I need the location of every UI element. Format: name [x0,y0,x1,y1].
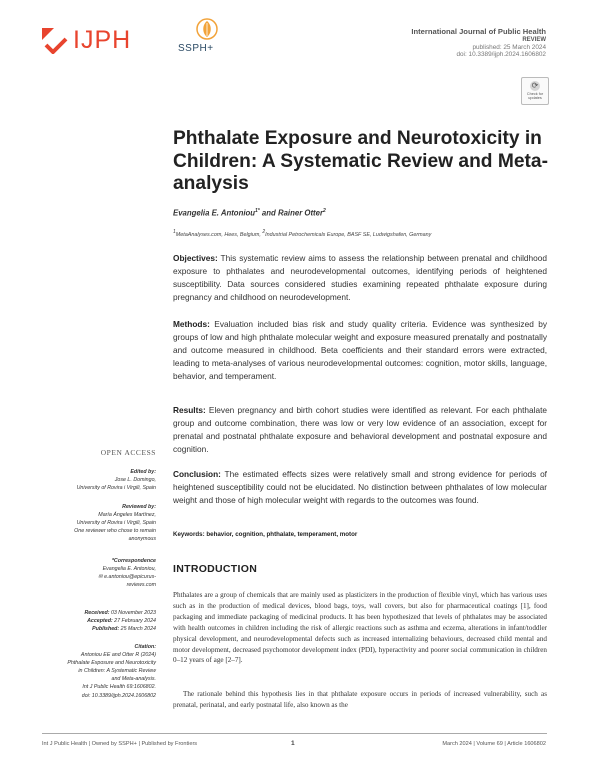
correspondence-email[interactable] [26,573,156,581]
author-sup: 2 [323,208,326,214]
article-doi: doi: 10.3389/ijph.2024.1606802 [456,51,546,58]
correspondence-name: Evangelia E. Antoniou, [102,566,156,573]
reviewer-anonymous: One reviewer who chose to remain [74,528,156,535]
article-title: Phthalate Exposure and Neurotoxicity in Children: A Systematic Review and Meta-analysis [173,128,548,194]
reviewed-by-block [26,503,156,543]
editor-affiliation: University of Rovira i Virgili, Spain [76,485,156,492]
citation-line: and Meta-analysis. [111,676,156,683]
accepted-date: 27 February 2024 [112,618,156,625]
affiliations [173,229,431,238]
results-text: Eleven pregnancy and birth cohort studies were identified as relevant. For each phthalate group and outcome combination, there was low or very low evidence of an association, except for prenatal and postnatal phthalate exposure and behavioral development and postnatal exposure and cognition. [173,405,547,454]
reviewer-name: María Ángeles Martínez, [98,512,156,519]
received-label: Received: [84,610,110,616]
editor-name: Jose L. Domingo, [114,477,156,484]
edited-by-label: Edited by: [130,469,156,475]
author-join: and [259,208,278,218]
email-text: e.antoniou@epicurus- [104,574,156,581]
citation-block [26,643,156,700]
correspondence-label: *Correspondence [111,558,156,564]
published-sidebar-date: 25 March 2024 [119,626,156,633]
objectives-text: This systematic review aims to assess the relationship between prenatal and childhood exposure to phthalates and neurodevelopmental outcomes, identifying periods of heightened susceptibility. Data sources considered studies examining repeated phthalate exposure during pregnancy and childhood on neurodevelopment. [173,253,547,302]
author-name: Rainer Otter [277,208,324,218]
abstract-methods [173,318,547,383]
page-number: 1 [291,740,295,747]
received-date: 03 November 2023 [109,610,156,616]
citation-line: Antoniou EE and Otter R (2024) [80,652,156,659]
ssph-logo-text: SSPH+ [178,43,214,54]
citation-line: Phthalate Exposure and Neurotoxicity [67,660,156,667]
keywords-label: Keywords: [173,531,205,538]
article-type: REVIEW [522,37,546,43]
dates-block [26,609,156,633]
ssph-leaf-icon [196,18,218,40]
affil-sup: 2 [262,229,266,235]
update-icon: ⟳ [531,81,539,90]
citation-line: doi: 10.3389/ijph.2024.1606802 [81,692,156,699]
author-sup: 1* [255,208,260,214]
affiliation-2: Industrial Petrochemicals Europe, BASF SE, Ludwigshafen, Germany [265,231,432,238]
keywords [173,531,357,538]
journal-header [411,27,546,58]
objectives-label: Objectives: [173,253,218,263]
conclusion-text: The estimated effects sizes were relatively small and strong evidence for periods of heightened susceptibility could not be elucidated. No distinction between phthalates of low molecular weight and those of high molecular weight with regards to the outcomes was found. [173,469,547,505]
ssph-logo [174,18,236,64]
citation-line: Int J Public Health 69:1606802. [82,684,156,691]
footer-left: Int J Public Health | Owned by SSPH+ | Published by Frontiers [42,741,198,747]
intro-paragraph-1: Phthalates are a group of chemicals that are mainly used as plasticizers in the production of flexible vinyl, which has various uses such as in the production of medical devices, blood bags, toys, wall covers, but also for pharmaceutical coatings [1], food packaging and immediate packaging of medicinal products. It has been hypothesized that levels of phthalates may be associated with health outcomes in children including the risk of allergic reactions such as asthma and eczema, alterations in infant/toddler physical development, and neurodevelopmental defects such as increased internalizing behaviours, decreased child mental and motor development, decreased psychomotor development index (PDI), hyperactivity and poorer social communication in children 0–12 years of age [2–7]. [173,591,547,665]
published-date: published: 25 March 2024 [472,44,546,51]
affiliation-1: MetaAnalyses.com, Hees, Belgium, [175,231,263,238]
reviewer-affiliation: University of Rovira i Virgili, Spain [76,520,156,527]
published-label: Published: [92,626,120,633]
citation-line: in Children: A Systematic Review [78,668,156,675]
results-label: Results: [173,405,206,415]
check-for-updates-badge[interactable] [521,77,549,105]
methods-text: Evaluation included bias risk and study quality criteria. Evidence was synthesized by groups of low and high phthalate molecular weight and exposure measured prenatally and postnatally and outcome measured in childhood. Beta coefficients and their standard errors were extracted, leading to meta-analyses of various neurodevelopmental outcomes: cognition, motor skills, language, behavior, and temperament. [173,319,547,381]
keywords-text: behavior, cognition, phthalate, temperament, motor [204,531,358,538]
accepted-label: Accepted: [87,618,113,625]
reviewed-by-label: Reviewed by: [122,504,156,510]
affil-sup: 1 [173,229,176,235]
citation-label: Citation: [134,644,156,650]
author-list [173,208,326,218]
methods-label: Methods: [173,319,210,329]
open-access-label: OPEN ACCESS [100,448,156,457]
journal-name: International Journal of Public Health [411,27,546,36]
ijph-logo-text: IJPH [73,26,132,54]
correspondence-block [26,557,156,589]
email-text-cont[interactable]: reviews.com [126,582,156,589]
footer-right: March 2024 | Volume 69 | Article 1606802 [442,741,546,747]
email-icon: ✉ [98,574,105,581]
author-name: Evangelia E. Antoniou [173,208,256,218]
reviewer-anonymous: anonymous [128,536,156,543]
intro-paragraph-2: The rationale behind this hypothesis lies in that phthalate exposure occurs in periods of increased vulnerability, such as prenatal, perinatal, and early postnatal life, also known as the [173,690,547,709]
edited-by-block [26,468,156,492]
updates-label: Check for updates [526,92,544,100]
conclusion-label: Conclusion: [173,469,221,479]
abstract-results [173,404,547,456]
section-heading: INTRODUCTION [173,563,258,575]
abstract-conclusion [173,468,547,507]
abstract-objectives [173,252,547,304]
ijph-mark-icon [42,28,68,54]
ijph-logo [42,26,131,55]
footer-divider [42,733,547,734]
